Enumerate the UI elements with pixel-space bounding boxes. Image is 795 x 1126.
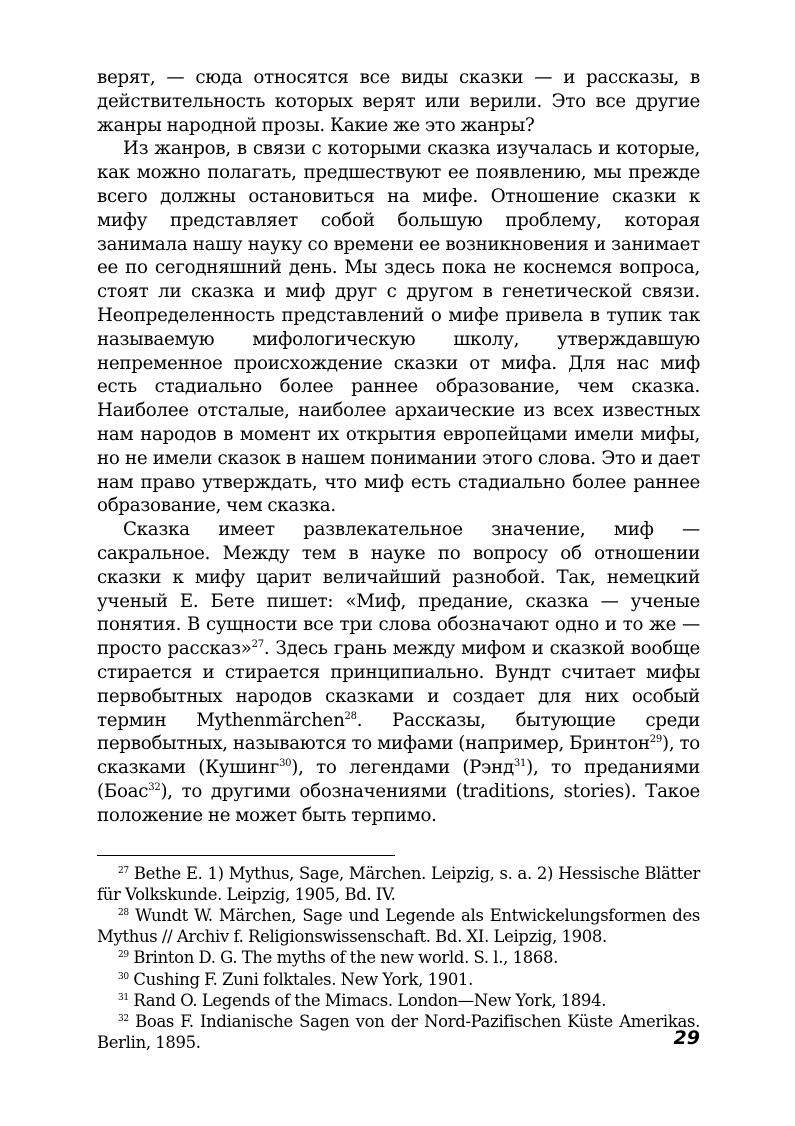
footnote-29	[97, 947, 700, 968]
footnote-text: Rand O. Legends of the Mimacs. London—New York, 1894.	[133, 990, 607, 1010]
footnote-number: 31	[118, 992, 129, 1003]
footnote-32	[97, 1011, 700, 1053]
footnote-number: 29	[118, 950, 129, 961]
footnote-30	[97, 969, 700, 990]
footnotes	[97, 863, 700, 1054]
footnote-number: 32	[118, 1013, 129, 1024]
footnote-ref-32[interactable]: 32	[148, 781, 161, 793]
footnote-text: Wundt W. Märchen, Sage und Legende als Entwickelungsformen des Mythus // Archiv f. Religionswissenschaft. Bd. XI. Leipzig, 1908.	[97, 905, 700, 947]
paragraph-3-text: . Здесь грань между мифом и сказкой вообще стирается и стирается принципиально. Вундт считает мифы первобытных народов сказками и создает для них особый термин Mythenmärchen	[97, 638, 700, 731]
paragraph-3-text: . Рассказы, бытующие среди первобытных, называются то мифами (например, Бринтон	[97, 709, 700, 755]
page-number: 29	[673, 1027, 700, 1049]
footnote-ref-30[interactable]: 30	[279, 758, 292, 770]
footnote-28	[97, 905, 700, 947]
paragraph-3-text: ), то преданиями (Боас	[97, 757, 700, 802]
paragraph-2: Из жанров, в связи с которыми сказка изучалась и которые, как можно полагать, предшествуют ее появлению, мы прежде всего должны остановиться на мифе. Отношение сказки к мифу представляет собой большую проблему, которая занимала нашу науку со времени ее возникновения и занимает ее по сегодняшний день. Мы здесь пока не коснемся вопроса, стоят ли сказка и миф друг с другом в генетической связи. Неопределенность представлений о мифе привела в тупик так называемую мифологическую школу, утверждавшую непременное происхождение сказки от мифа. Для нас миф есть стадиально более раннее образование, чем сказка. Наиболее отсталые, наиболее архаические из всех известных нам народов в момент их открытия европейцами имели мифы, но не имели сказок в нашем понимании этого слова. Это и дает нам право утверждать, что миф есть стадиально более раннее образование, чем сказка.	[97, 138, 700, 517]
paragraph-3-text: ), то сказками (Кушинг	[97, 733, 701, 779]
footnote-number: 28	[118, 907, 129, 918]
footnote-ref-31[interactable]: 31	[513, 758, 527, 770]
footnote-ref-27[interactable]: 27	[251, 639, 264, 651]
footnote-text: Cushing F. Zuni folktales. New York, 1901.	[133, 969, 474, 989]
paragraph-3	[97, 518, 700, 827]
paragraph-3-text: ), то другими обозначениями (traditions, stories). Такое положение не может быть терпимо.	[97, 780, 700, 826]
footnote-27	[97, 863, 700, 905]
footnote-ref-29[interactable]: 29	[649, 734, 663, 746]
footnote-number: 30	[118, 971, 129, 982]
paragraph-1: верят, — сюда относятся все виды сказки — и рассказы, в действительность которых верят или верили. Это все другие жанры народной прозы. Какие же это жанры?	[97, 67, 700, 136]
footnote-31	[97, 990, 700, 1011]
footnote-text: Brinton D. G. The myths of the new world. S. l., 1868.	[133, 948, 558, 968]
footnote-number: 27	[118, 865, 129, 876]
paragraph-3-text: ), то легендами (Рэнд	[291, 757, 514, 779]
footnote-divider	[97, 855, 395, 856]
footnote-text: Boas F. Indianische Sagen von der Nord-Pazifischen Küste Amerikas. Berlin, 1895.	[97, 1011, 700, 1053]
footnote-ref-28[interactable]: 28	[344, 710, 357, 722]
footnote-text: Bethe E. 1) Mythus, Sage, Märchen. Leipzig, s. a. 2) Hessische Blätter für Volkskunde. Leipzig, 1905, Bd. IV.	[97, 863, 700, 904]
paragraph-3-text: Сказка имеет развлекательное значение, миф — сакральное. Между тем в науке по вопросу об отношении сказки к мифу царит величайший разнобой. Так, немецкий ученый Е. Бете пишет: «Миф, предание, сказка — ученые понятия. В сущности все три слова обозначают одно и то же — просто рассказ»	[97, 519, 700, 660]
page-content	[97, 66, 700, 1053]
